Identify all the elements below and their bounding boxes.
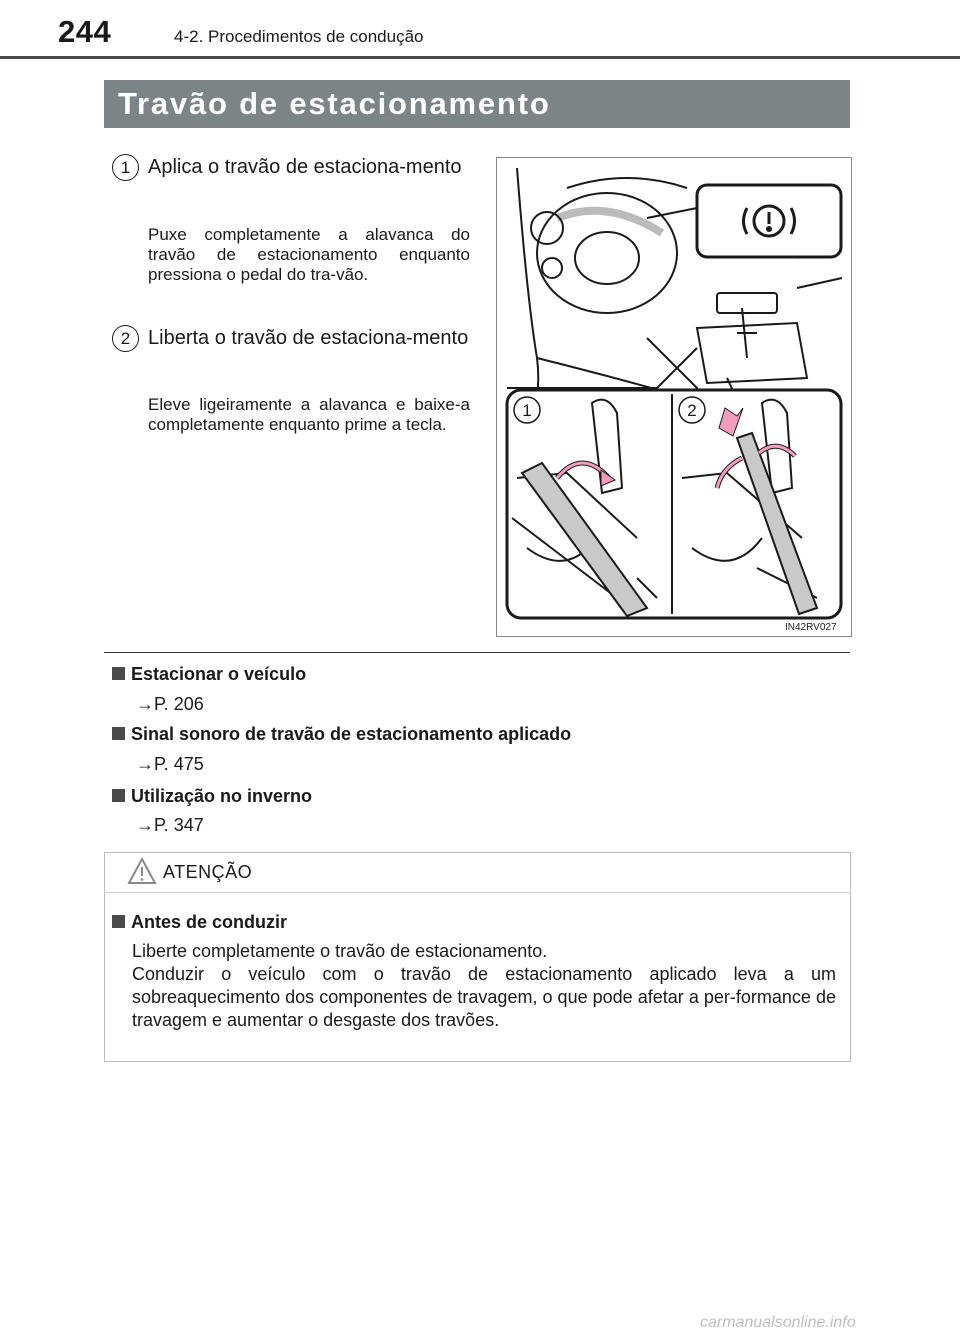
note-ref-2: →P. 475	[136, 754, 204, 774]
warning-line-2: Conduzir o veículo com o travão de estacionamento aplicado leva a um sobreaquecimento dos componentes de travagem, o que pode afetar a per-formance de travagem e aumentar o desgaste dos travões.	[132, 964, 836, 1030]
warning-header-rule	[104, 892, 851, 893]
warning-subheading: Antes de conduzir	[112, 912, 287, 933]
warning-label: ATENÇÃO	[163, 862, 253, 882]
section-title-bar	[104, 80, 850, 128]
warning-triangle-icon	[127, 857, 157, 885]
note-heading-3: Utilização no inverno	[112, 786, 312, 807]
cockpit-illustration	[497, 158, 851, 636]
header-rule	[0, 56, 960, 59]
note-ref-3: →P. 347	[136, 815, 204, 835]
step-2-heading: Liberta o travão de estaciona-mento	[148, 327, 469, 349]
watermark: carmanualsonline.info	[700, 1314, 856, 1331]
warning-text	[132, 940, 836, 1032]
page-number: 244	[58, 14, 112, 49]
parking-brake-illustration	[496, 157, 852, 637]
running-head: 4-2. Procedimentos de condução	[174, 27, 424, 46]
note-heading-2: Sinal sonoro de travão de estacionamento aplicado	[112, 724, 571, 745]
note-heading-1: Estacionar o veículo	[112, 664, 306, 685]
figure-code: IN42RV027	[785, 622, 837, 633]
step-2-body: Eleve ligeiramente a alavanca e baixe-a completamente enquanto prime a tecla.	[148, 395, 470, 434]
step-1-heading: Aplica o travão de estaciona-mento	[148, 156, 462, 178]
step-number-1: 1	[112, 154, 139, 181]
warning-line-1: Liberte completamente o travão de estacionamento.	[132, 941, 548, 961]
note-ref-1: →P. 206	[136, 694, 204, 714]
panel-label-1: 1	[522, 401, 532, 420]
step-1-body: Puxe completamente a alavanca do travão de estacionamento enquanto pressiona o pedal do tra-vão.	[148, 225, 470, 284]
section-divider	[104, 652, 850, 653]
panel-label-2: 2	[687, 401, 697, 420]
section-title: Travão de estacionamento	[118, 86, 551, 121]
step-number-2: 2	[112, 325, 139, 352]
